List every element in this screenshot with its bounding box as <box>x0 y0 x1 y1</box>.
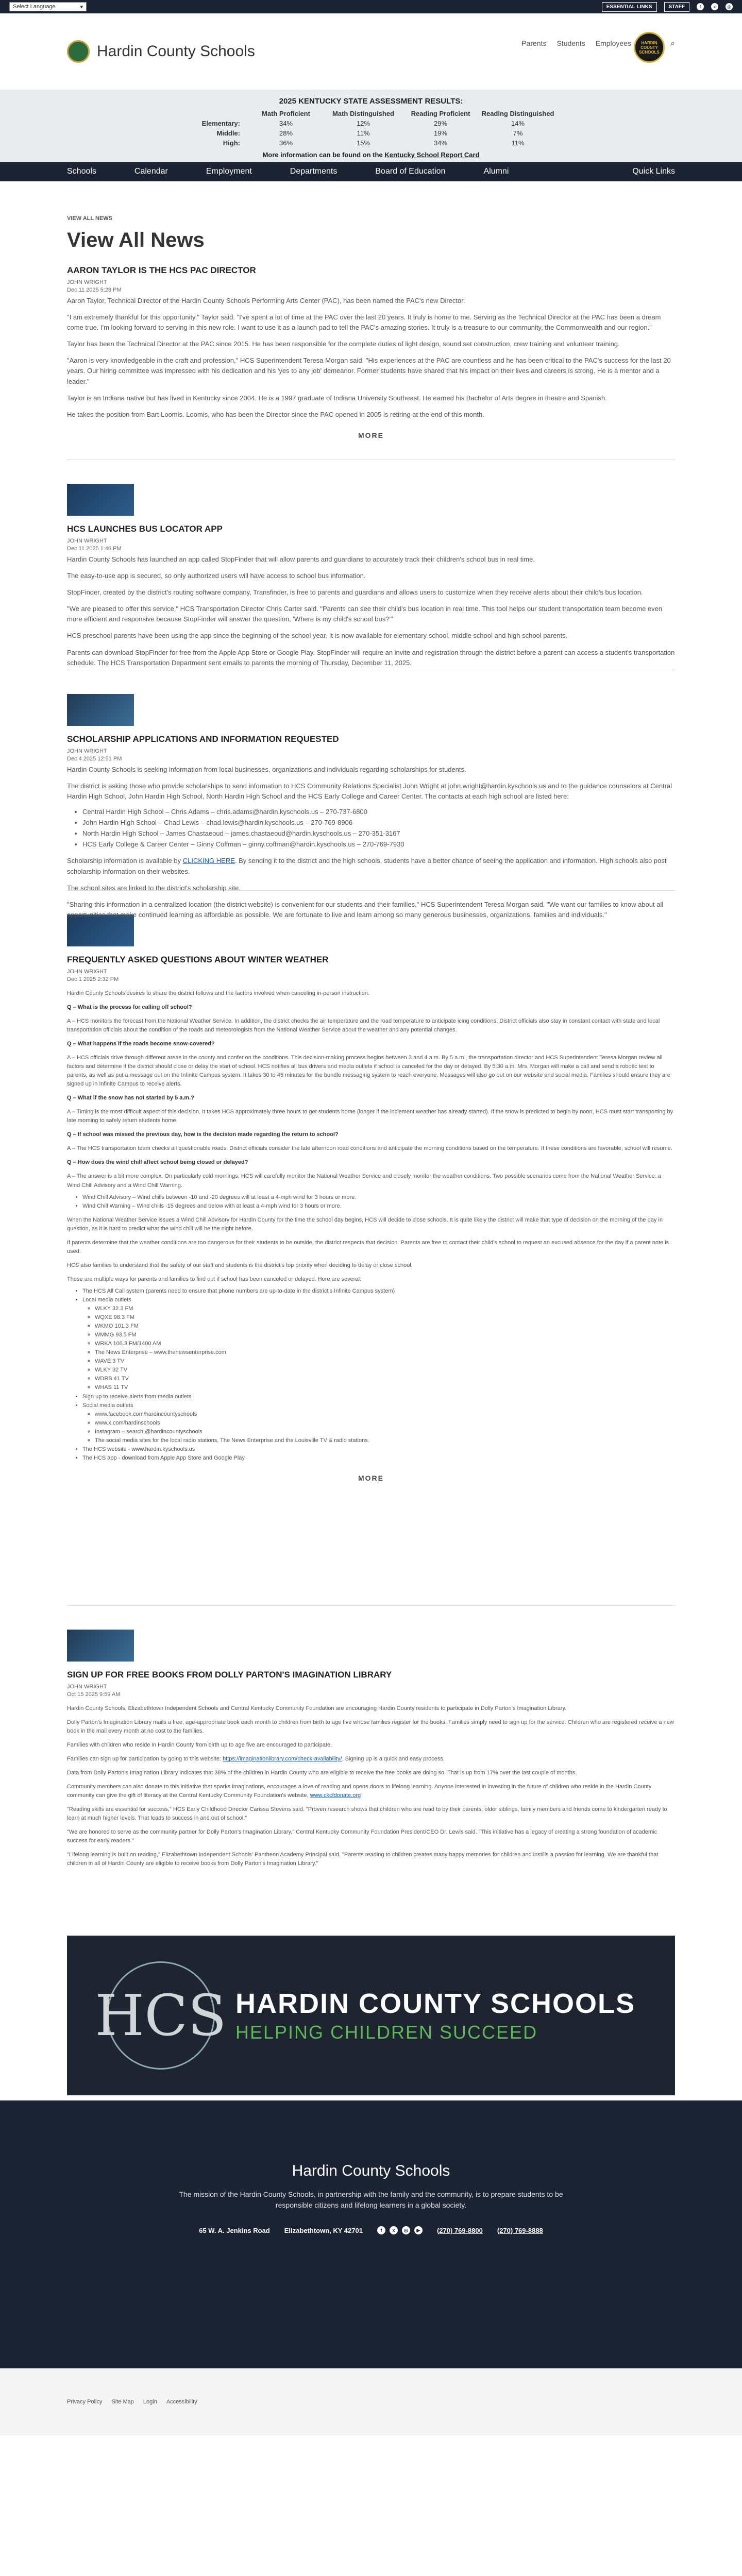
site-title[interactable]: Hardin County Schools <box>97 43 255 60</box>
list-item: • Wind Chill Advisory – Wind chills between -10 and -20 degrees will at least a 4-mph wind for 3 hours or more. <box>82 1193 675 1202</box>
list-item: • The HCS app - download from Apple App Store and Google Play <box>82 1454 675 1463</box>
cell: 15% <box>356 139 370 147</box>
faq-answer: A – HCS monitors the forecast from the National Weather Service. In addition, the district checks the air temperature and the road temperature to anticipate icing conditions. District officials also stay in constant contact with state and local transportation officials about the condition of the roads and meteorologists from the National Weather Service about the weather and any potential changes. <box>67 1018 660 1033</box>
article-text: Aaron Taylor, Technical Director of the Hardin County Schools Performing Arts Center (PAC), has been named the PAC's new Director. <box>67 296 465 304</box>
list-item: ◦ WAVE 3 TV <box>95 1357 675 1366</box>
list-item: • Central Hardin High School – Chris Adams – chris.adams@hardin.kyschools.us – 270-737-6800 <box>82 807 675 818</box>
article-byline: JOHN WRIGHT <box>67 279 107 285</box>
facebook-icon[interactable]: f <box>377 2226 385 2234</box>
article-text: "We are honored to serve as the community partner for Dolly Parton's Imagination Library," Central Kentucky Community Foundation President/CEO Dr. Lewis said. "This initiative has a legacy of creating a strong foundation of academic success for early readers." <box>67 1829 657 1844</box>
list-item: • Sign up to receive alerts from media outlets <box>82 1393 675 1401</box>
list-item: ◦ WLKY 32 TV <box>95 1366 675 1375</box>
article-date: Dec 4 2025 12:51 PM <box>67 756 122 762</box>
list-item: • The HCS All Call system (parents need to ensure that phone numbers are up-to-date in the district's Infinite Campus system) <box>82 1287 675 1296</box>
article-text: HCS preschool parents have been using the app since the beginning of the school year. It is now available for elementary school, middle school and high school parents. <box>67 632 568 640</box>
cell: 12% <box>356 120 370 127</box>
article-image <box>67 694 134 726</box>
article-text: When the National Weather Service issues a Wind Chill Advisory for Hardin County for the time the school day begins, HCS will decide to close schools. It is quite likely the district will make that type of decision on the morning of the day in question, as it is hard to predict what the wind chill will be the night before. <box>67 1216 663 1232</box>
faq-answer: A – HCS officials drive through different areas in the county and confer on the conditions. This decision-making process begins between 3 and 4 a.m. By 5 a.m., the transportation director and HCS Superintendent Teresa Morgan review all factors and determine if the district should close or delay the start of school. HCS notifies all bus drivers and media outlets if school is canceled for the day or delayed. By 5:30 a.m. Mrs. Morgan will make a call and send a robotic text to parents, as well as put a message out on the Infinite Campus system. It takes 30 to 45 minutes for the bundle messaging system to reach everyone. Messages will also go out on our website and social media. Families should ensure they are signed up in Infinite Campus to receive alerts. <box>67 1055 670 1088</box>
article-byline: JOHN WRIGHT <box>67 538 107 544</box>
nav-parents[interactable]: Parents <box>521 39 547 47</box>
login-link[interactable]: Login <box>143 2399 157 2405</box>
essential-links-button[interactable]: ESSENTIAL LINKS <box>602 2 657 12</box>
cell: 19% <box>433 129 448 137</box>
footer-mission: The mission of the Hardin County Schools, in partnership with the family and the community, is to prepare students to be responsible citizens and lifelong learners in a global society. <box>179 2190 563 2209</box>
text: Local media outlets <box>82 1297 131 1303</box>
article-byline: JOHN WRIGHT <box>67 969 107 975</box>
assessment-banner <box>0 90 742 162</box>
row-label: Elementary: <box>201 120 240 127</box>
col-header: Math Proficient <box>262 110 310 117</box>
language-label: Select Language <box>13 4 56 10</box>
list-item: ◦ The News Enterprise – www.thenewsenterprise.com <box>95 1348 675 1357</box>
footer-address: 65 W. A. Jenkins Road <box>199 2226 270 2234</box>
article-text: "Lifelong learning is built on reading," Elizabethtown Independent Schools' Pantheon Academy Principal said. "Parents reading to children creates many happy memories for children and instills a passion for learning. We are thankful that children in all of Hardin County are eligible to receive books from Dolly Parton's Imagination Library." <box>67 1852 659 1867</box>
list-item[interactable]: • The HCS website - www.hardin.kyschools.us <box>82 1445 675 1454</box>
cell: 34% <box>433 139 448 147</box>
audience-nav <box>521 39 631 47</box>
assessment-title: 2025 KENTUCKY STATE ASSESSMENT RESULTS: <box>279 97 463 106</box>
article-date: Dec 11 2025 5:28 PM <box>67 287 122 294</box>
list-item: • North Hardin High School – James Chastaeoud – james.chastaeoud@hardin.kyschools.us – 270-351-3167 <box>82 828 675 839</box>
article-date: Dec 11 2025 1:46 PM <box>67 546 122 552</box>
search-icon[interactable]: ⌕ <box>670 39 675 48</box>
contact-list <box>82 807 675 850</box>
article-title[interactable]: FREQUENTLY ASKED QUESTIONS ABOUT WINTER WEATHER <box>67 955 329 964</box>
top-bar <box>0 0 742 13</box>
article-text: "Aaron is very knowledgeable in the craft and profession," HCS Superintendent Teresa Morgan said. "His experiences at the PAC are countless and he has been critical to the PAC's success for the last 20 years. Our hiring committee was impressed with his dedication and his 'yes to any job' demeanor. Former students have shared that his impact on their lives and careers is strong. He is a mentor and a leader." <box>67 357 671 385</box>
faq-question: Q – If school was missed the previous day, how is the decision made regarding the return to school? <box>67 1131 339 1138</box>
list-item[interactable]: ◦ www.facebook.com/hardincountyschools <box>95 1410 675 1419</box>
note-text: More information can be found on the <box>262 151 383 159</box>
article-text: Hardin County Schools has launched an app called StopFinder that will allow parents and guardians to accurately track their children's school bus in real time. <box>67 555 535 563</box>
scholarship-link[interactable]: CLICKING HERE <box>182 857 235 865</box>
facebook-icon[interactable]: f <box>697 3 704 10</box>
x-icon[interactable]: x <box>711 3 718 10</box>
list-item: ◦ WHAS 11 TV <box>95 1383 675 1392</box>
page-title: View All News <box>67 229 205 251</box>
article-text <box>67 856 675 876</box>
news-article <box>67 670 675 919</box>
news-article <box>67 265 675 460</box>
footer <box>0 2100 742 2368</box>
chevron-down-icon: ▾ <box>80 4 83 10</box>
faq-answer: A – The HCS transportation team checks all questionable roads. District officials consider the late afternoon road conditions and anticipate the morning conditions based on the temperature. If these conditions are favorable, school will resume. <box>67 1145 672 1152</box>
text: Community members can also donate to this initiative that sparks imaginations, encourages a love of reading and opens doors to lifelong learning. Anyone interested in investing in the future of children who reside in the Hardin County community can give the gift of literacy at the Central Kentucky Community Foundation's website, <box>67 1784 652 1799</box>
sitemap-link[interactable]: Site Map <box>111 2399 134 2405</box>
article-title[interactable]: HCS LAUNCHES BUS LOCATOR APP <box>67 524 223 534</box>
article-text: These are multiple ways for parents and families to find out if school has been canceled or delayed. Here are several: <box>67 1276 362 1282</box>
col-header: Reading Distinguished <box>481 110 554 117</box>
nav-departments[interactable]: Departments <box>290 167 338 176</box>
list-item: • Wind Chill Warning – Wind chills -15 degrees and below with at least a 4-mph wind for 3 hours or more. <box>82 1202 675 1211</box>
wind-chill-list <box>82 1193 675 1211</box>
nav-calendar[interactable]: Calendar <box>134 167 168 176</box>
article-text: Hardin County Schools, Elizabethtown Independent Schools and Central Kentucky Community Foundation are encouraging Hardin County residents to participate in Dolly Parton's Imagination Library. <box>67 1705 567 1711</box>
text: Families can sign up for participation by going to this website: <box>67 1755 221 1762</box>
list-item: • HCS Early College & Career Center – Ginny Coffman – ginny.coffman@hardin.kyschools.us – 270-769-7930 <box>82 839 675 850</box>
faq-question: Q – What is the process for calling off school? <box>67 1004 192 1010</box>
cell: 29% <box>433 120 448 127</box>
list-item <box>82 1296 675 1393</box>
article-date: Oct 15 2025 9:59 AM <box>67 1691 121 1698</box>
list-item <box>82 1401 675 1445</box>
accessibility-link[interactable]: Accessibility <box>166 2399 197 2405</box>
cell: 34% <box>279 120 293 127</box>
footer-city: Elizabethtown, KY 42701 <box>284 2226 363 2234</box>
article-text: "We are pleased to offer this service," HCS Transportation Director Chris Carter said. "Parents can see their child's bus location in real time. This tool helps our student transportation team become even more efficient and responsive because StopFinder will answer the question, 'Where is my child's school bus?'" <box>67 605 663 623</box>
faq-question: Q – What if the snow has not started by 5 a.m.? <box>67 1095 194 1101</box>
cell: 11% <box>357 129 370 137</box>
faq-question: Q – How does the wind chill affect school being closed or delayed? <box>67 1159 248 1166</box>
article-image <box>67 1630 134 1662</box>
staff-button[interactable]: STAFF <box>664 2 689 12</box>
article-image <box>67 484 134 516</box>
sub-footer <box>0 2368 742 2435</box>
list-item: ◦ The social media sites for the local radio stations, The News Enterprise and the Louisville TV & radio stations. <box>95 1436 675 1445</box>
article-text: The school sites are linked to the district's scholarship site. <box>67 884 241 892</box>
news-article <box>67 891 675 1606</box>
cell: 11% <box>511 139 525 147</box>
list-item: ◦ Instagram – search @hardincountyschools <box>95 1428 675 1436</box>
article-text: The district is asking those who provide scholarships to send information to HCS Community Relations Specialist John Wright at john.wright@hardin.kyschools.us and to the guidance counselors at Central Hardin High School, John Hardin High School, North Hardin High School and the HCS Early College and Career Center. The contacts at each high school are listed here: <box>67 782 672 801</box>
news-article <box>67 1606 675 1936</box>
assessment-note <box>0 151 742 159</box>
article-text: He takes the position from Bart Loomis. Loomis, who has been the Director since the PAC opened in 2005 is retiring at the end of this month. <box>67 410 484 418</box>
article-title[interactable]: AARON TAYLOR IS THE HCS PAC DIRECTOR <box>67 265 256 275</box>
list-item: ◦ WDRB 41 TV <box>95 1375 675 1383</box>
footer-contact <box>0 2226 742 2234</box>
faq-answer: A – Timing is the most difficult aspect of this decision. It takes HCS approximately three hours to get students home (longer if the inclement weather has already started). If the snow is predicted to begin by noon, HCS must start transporting by late morning to safely return students home. <box>67 1109 673 1124</box>
list-item: • John Hardin High School – Chad Lewis – chad.lewis@hardin.kyschools.us – 270-769-8906 <box>82 818 675 828</box>
instagram-icon[interactable]: ◎ <box>726 3 733 10</box>
list-item: ◦ WQXE 98.3 FM <box>95 1313 675 1322</box>
cell: 14% <box>511 120 525 127</box>
article-title[interactable]: SCHOLARSHIP APPLICATIONS AND INFORMATION REQUESTED <box>67 734 339 744</box>
alerts-list <box>82 1287 675 1463</box>
footer-phone[interactable]: (270) 769-8800 <box>436 2226 483 2234</box>
cell: 36% <box>279 139 293 147</box>
imagination-library-link[interactable]: https://imaginationlibrary.com/check-availability/ <box>223 1755 342 1762</box>
instagram-icon[interactable]: ◎ <box>402 2226 410 2234</box>
nav-employees[interactable]: Employees <box>595 39 631 47</box>
youtube-icon[interactable]: ▶ <box>414 2226 423 2234</box>
more-link[interactable]: MORE <box>358 431 384 440</box>
main-content <box>0 215 742 1936</box>
article-text: Families with children who reside in Hardin County from birth up to age five are encouraged to participate. <box>67 1741 332 1748</box>
article-text: StopFinder, created by the district's routing software company, Transfinder, is free to parents and guardians and allows users to customize when they receive alerts about their child's bus location. <box>67 588 643 597</box>
article-text: Hardin County Schools is seeking information from local businesses, organizations and individuals regarding scholarships for students. <box>67 765 466 773</box>
district-banner <box>67 1936 675 2095</box>
list-item: ◦ WMMG 93.5 FM <box>95 1331 675 1340</box>
article-text: Taylor has been the Technical Director at the PAC since 2015. He has been responsible for the complete duties of light design, sound set construction, crew training and volunteer training. <box>67 340 620 348</box>
article-text: "Sharing this information in a centralized location (the district website) is convenient for our students and their families," HCS Superintendent Teresa Morgan said. "We want our families to know about all opportunities that make continued learning as affordable as possible. We are fortunate to live and learn among so many generous businesses, organizations, families and individuals." <box>67 900 664 919</box>
nav-alumni[interactable]: Alumni <box>483 167 509 176</box>
article-text: The easy-to-use app is secured, so only authorized users will have access to school bus information. <box>67 571 366 580</box>
list-item[interactable]: ◦ www.x.com/hardinschools <box>95 1419 675 1428</box>
text: . Signing up is a quick and easy process. <box>342 1755 445 1762</box>
article-text: Taylor is an Indiana native but has lived in Kentucky since 2004. He is a 1997 graduate of Indiana University Southeast. He earned his Bachelor of Arts degree in theatre and Spanish. <box>67 394 607 402</box>
cell: 28% <box>279 129 293 137</box>
news-article <box>67 460 675 670</box>
footer-fax[interactable]: (270) 769-8888 <box>497 2226 543 2234</box>
nav-schools[interactable]: Schools <box>67 167 96 176</box>
donate-link[interactable]: www.ckcfdonate.org <box>310 1792 361 1799</box>
row-label: High: <box>223 139 240 147</box>
article-title[interactable]: SIGN UP FOR FREE BOOKS FROM DOLLY PARTON'S IMAGINATION LIBRARY <box>67 1670 392 1680</box>
text: Social media outlets <box>82 1402 133 1409</box>
article-text: If parents determine that the weather conditions are too dangerous for their students to be outside, the district respects that decision. Parents are free to contact their child's school to request an excused absence for the day if a parent note is used. <box>67 1239 669 1255</box>
nav-board[interactable]: Board of Education <box>375 167 446 176</box>
text: Scholarship information is available by <box>67 857 181 865</box>
article-text: HCS also families to understand that the safety of our staff and students is the district's top priority when deciding to delay or close school. <box>67 1262 413 1268</box>
col-header: Math Distinguished <box>332 110 394 117</box>
more-link[interactable]: MORE <box>358 1473 384 1482</box>
cell: 7% <box>513 129 523 137</box>
breadcrumb[interactable]: VIEW ALL NEWS <box>67 215 112 222</box>
assessment-table <box>185 109 556 148</box>
article-text <box>67 1783 675 1800</box>
nav-students[interactable]: Students <box>556 39 585 47</box>
text: . By sending it to the district and the high schools, students have a better chance of seeing the application and information. High schools also post scholarship information on their websites. <box>67 857 667 875</box>
logo[interactable] <box>67 40 90 63</box>
article-text: "I am extremely thankful for this opportunity," Taylor said. "I've spent a lot of time at the PAC over the last 20 years. It truly is home to me. Serving as the Technical Director at the PAC has been a dream come true. I'm looking forward to serving in this new role. I want to use it as a launch pad to tell the PAC's amazing stories. It truly is a treasure to our community, the Commonwealth and our region." <box>67 313 661 332</box>
faq-answer: A – The answer is a bit more complex. On particularly cold mornings, HCS will carefully monitor the National Weather Service and closely monitor the weather conditions. Two possible scenarios come from the National Weather Service: a Wind Chill Advisory and a Wind Chill Warning. <box>67 1173 661 1189</box>
article-byline: JOHN WRIGHT <box>67 1684 107 1690</box>
list-item: ◦ WLKY 32.3 FM <box>95 1304 675 1313</box>
site-header <box>0 13 742 90</box>
nav-employment[interactable]: Employment <box>206 167 252 176</box>
social-list <box>95 1410 675 1445</box>
article-text: Dolly Parton's Imagination Library mails a free, age-appropriate book each month to children from birth to age five whose families register for the books. Families simply need to sign up for the service. Children who are registered receive a new book in the mail every month at no cost to the families. <box>67 1719 674 1734</box>
list-item: ◦ WRKA 106.3 FM/1400 AM <box>95 1340 675 1348</box>
article-text: "Reading skills are essential for success," HCS Early Childhood Director Carissa Stevens said. "Proven research shows that children who are read to by their parents, older siblings, family members and friends come to kindergarten ready to learn at much higher levels. That leads to success in and out of school." <box>67 1806 667 1822</box>
x-icon[interactable]: x <box>390 2226 398 2234</box>
banner-tagline: HELPING CHILDREN SUCCEED <box>235 2022 538 2043</box>
district-badge: HARDIN COUNTY SCHOOLS <box>634 32 665 63</box>
article-text <box>67 1755 675 1764</box>
main-nav <box>0 162 742 181</box>
article-byline: JOHN WRIGHT <box>67 748 107 754</box>
banner-name: HARDIN COUNTY SCHOOLS <box>235 1988 636 2019</box>
list-item: ◦ WKMO 101.3 FM <box>95 1322 675 1331</box>
article-text: Data from Dolly Parton's Imagination Library indicates that 38% of the children in Hardin County who are eligible to receive the free books are doing so. That is up from 17% over the last couple of months. <box>67 1770 577 1776</box>
report-card-link[interactable]: Kentucky School Report Card <box>384 151 480 159</box>
nav-quick-links[interactable]: Quick Links <box>632 167 675 176</box>
hcs-logo: HCS <box>107 1961 215 2070</box>
faq-intro: Hardin County Schools desires to share the district follows and the factors involved when canceling in-person instruction. <box>67 990 369 996</box>
col-header: Reading Proficient <box>411 110 470 117</box>
row-label: Middle: <box>216 129 240 137</box>
faq-question: Q – What happens if the roads become snow-covered? <box>67 1040 215 1047</box>
privacy-link[interactable]: Privacy Policy <box>67 2399 103 2405</box>
media-list <box>95 1304 675 1392</box>
article-date: Dec 1 2025 2:32 PM <box>67 976 119 983</box>
article-text: Parents can download StopFinder for free from the Apple App Store or Google Play. StopFinder will require an invite and registration through the district before a parent can access a student's transportation schedule. The HCS Transportation Department sent emails to parents the morning of Thursday, December 11, 2025. <box>67 648 675 667</box>
footer-title: Hardin County Schools <box>292 2162 450 2179</box>
language-select[interactable] <box>9 2 87 11</box>
